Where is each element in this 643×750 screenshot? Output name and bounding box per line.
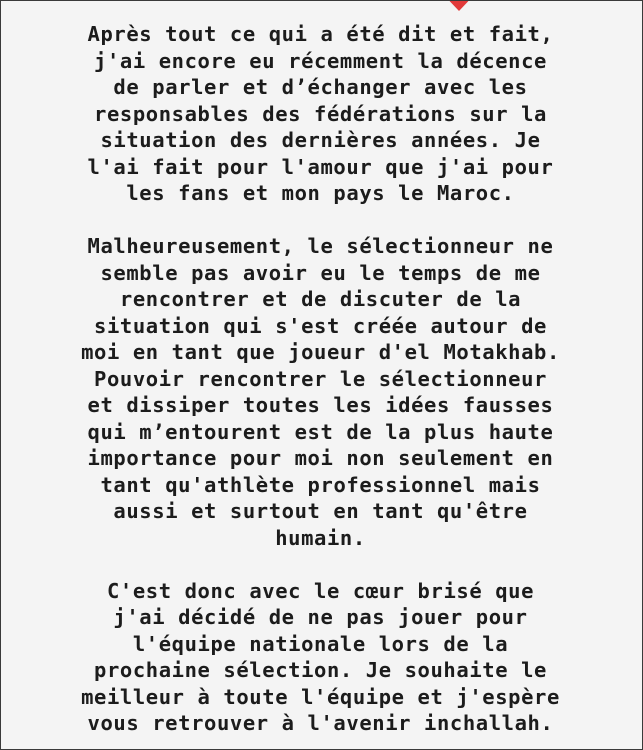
paragraph-1 xyxy=(15,21,626,207)
text-line: de parler et d’échanger avec les xyxy=(113,75,528,99)
text-line: l'ai fait pour l'amour que j'ai pour xyxy=(87,154,554,179)
text-line: j'ai encore eu récemment la décence xyxy=(94,48,547,73)
paragraph-gap xyxy=(15,207,626,234)
text-line: situation qui s'est créée autour de xyxy=(94,313,547,338)
text-line: rencontrer et de discuter de la xyxy=(119,287,522,311)
text-line: l'équipe nationale lors de la xyxy=(132,631,509,656)
text-line: C'est donc avec le cœur brisé que xyxy=(106,578,535,603)
paragraph-2 xyxy=(15,233,626,551)
text-line: vous retrouver à l'avenir inchallah. xyxy=(87,711,554,735)
text-line: responsables des fédérations sur la xyxy=(94,101,547,126)
text-line: Après tout ce qui a été dit et fait, xyxy=(87,22,554,46)
text-line: j'ai décidé de ne pas jouer pour xyxy=(113,605,528,629)
text-line: tant qu'athlète professionnel mais xyxy=(100,472,541,497)
text-line: qui m’entourent est de la plus haute xyxy=(87,419,554,444)
text-line: Pouvoir rencontrer le sélectionneur xyxy=(94,366,547,391)
text-line: les fans et mon pays le Maroc. xyxy=(126,181,515,205)
text-line: situation des dernières années. Je xyxy=(100,128,541,152)
text-line: semble pas avoir eu le temps de me xyxy=(100,260,541,285)
text-line: importance pour moi non seulement en xyxy=(87,446,554,470)
statement-text xyxy=(15,21,626,737)
text-line: meilleur à toute l'équipe et j'espère xyxy=(81,684,560,709)
text-line: Malheureusement, le sélectionneur ne xyxy=(87,234,554,258)
text-line: et dissiper toutes les idées fausses xyxy=(87,393,554,417)
text-line: prochaine sélection. Je souhaite le xyxy=(94,658,547,682)
text-line: aussi et surtout en tant qu'être xyxy=(113,499,528,523)
paragraph-gap xyxy=(15,551,626,578)
text-line: humain. xyxy=(275,525,366,550)
paragraph-3 xyxy=(15,578,626,737)
text-line: moi en tant que joueur d'el Motakhab. xyxy=(81,340,560,364)
heart-icon xyxy=(448,0,470,12)
